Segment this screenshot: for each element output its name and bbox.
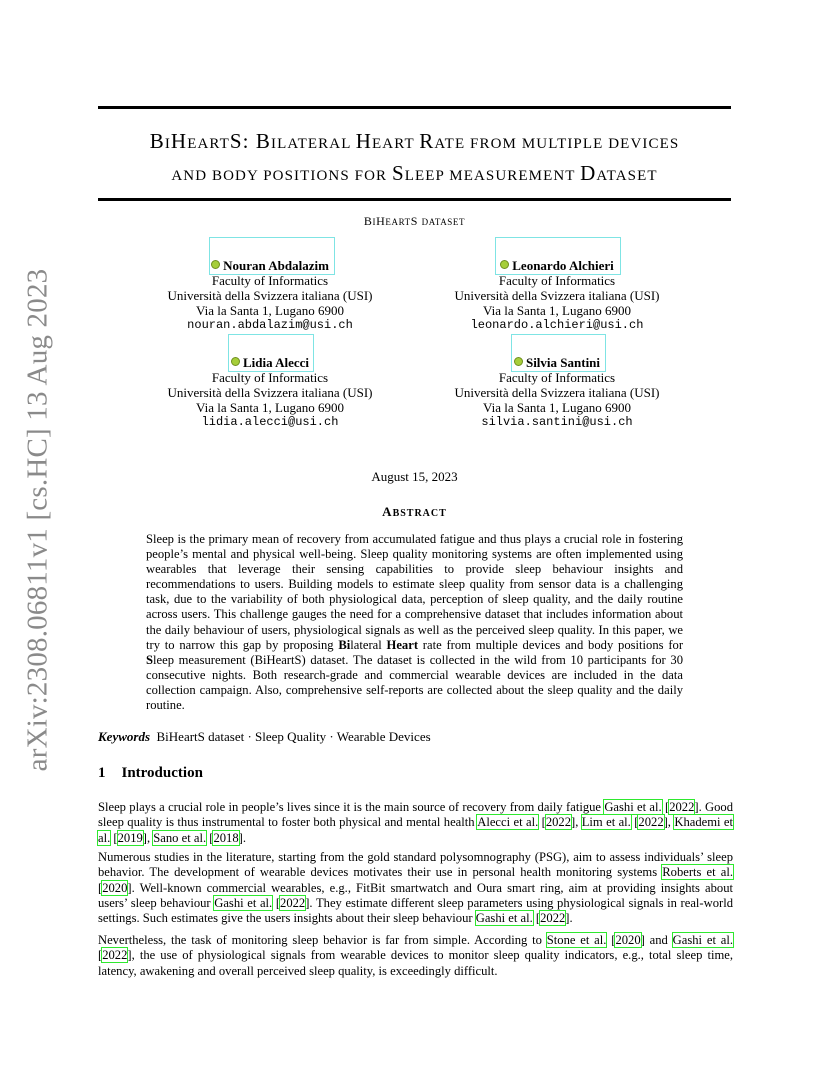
author-email[interactable]: silvia.santini@usi.ch (481, 415, 633, 429)
author-university: Università della Svizzera italiana (USI) (454, 385, 660, 400)
orcid-icon[interactable] (211, 260, 220, 269)
author-block (407, 258, 707, 333)
author-address: Via la Santa 1, Lugano 6900 (196, 400, 344, 415)
abstract-body: Sleep is the primary mean of recovery from accumulated fatigue and thus plays a crucial role in fostering people’s mental and physical well-being. Sleep quality monitoring systems are often implemented using wearables that leverage their sensing capabilities to provide sleep behaviour insights and recommendations to users. Building models to estimate sleep quality from sensor data is a challenging task, due to the variability of both physiological data, perception of sleep quality, and the daily routine across users. This challenge gauges the need for a comprehensive dataset that includes information about the daily behaviour of users, physiological signals as well as the perceived sleep quality. In this paper, we try to narrow this gap by proposing Bilateral Heart rate from multiple devices and body positions for Sleep measurement (BiHeartS) dataset. The dataset is collected in the wild from 10 participants for 30 consecutive nights. Both research-grade and commercial wearable devices are included in the data collection campaign. Also, comprehensive self-reports are collected about the sleep quality and the daily routine. (146, 532, 684, 713)
author-affiliation: Faculty of Informatics (498, 273, 616, 288)
small-caps-text: BSTRACT (392, 508, 447, 519)
citation-link[interactable]: Roberts et al. (662, 865, 733, 880)
small-caps-text: LEEP MEASUREMENT (404, 168, 581, 184)
citation-link[interactable]: 2020 (102, 880, 128, 895)
section-title: Introduction (121, 765, 203, 781)
author-name-link[interactable]: Nouran Abdalazim (211, 258, 329, 273)
citation-link[interactable]: Gashi et al. (214, 895, 273, 910)
small-caps-text: EART (187, 136, 230, 152)
arxiv-side-stamp (0, 0, 70, 1072)
citation-link[interactable]: 2020 (615, 933, 641, 947)
author-affiliation: Faculty of Informatics (211, 370, 329, 385)
citation-link[interactable]: 2022 (545, 815, 571, 830)
bold-text: Bi (338, 637, 351, 652)
arxiv-identifier: arXiv:2308.06811v1 [cs.HC] 13 Aug 2023 (21, 268, 54, 772)
title-line-1: BIHEARTS: BILATERAL HEART RATE FROM MULTIPLE DEVICES (149, 129, 680, 153)
abstract-heading: ABSTRACT (382, 504, 447, 519)
citation-link[interactable]: Gashi et al. (475, 911, 533, 926)
author-email[interactable]: nouran.abdalazim@usi.ch (187, 318, 353, 332)
orcid-icon[interactable] (231, 357, 240, 366)
citation-link[interactable]: Alecci et al. (477, 815, 539, 830)
citation-link[interactable]: Sano et al. (153, 830, 207, 845)
intro-paragraph-2: Numerous studies in the literature, starting from the gold standard polysomnography (PSG), aim to assess individuals’ sleep behavior. The development of wearable devices motivates their use in personal health monitoring systems Roberts et al. [2020]. Well-known commercial wearables, e.g., FitBit smartwatch and Oura smart ring, aim at providing insights about users’ sleep behaviour Gashi et al. [2022]. They estimate different sleep parameters using physiological signals in real-world settings. Such estimates give the users insights about their sleep behaviour Gashi et al. [2022]. (98, 850, 733, 926)
small-caps-text: EART (372, 136, 420, 152)
author-university: Università della Svizzera italiana (USI) (167, 385, 373, 400)
citation-link[interactable]: 2022 (638, 815, 664, 830)
top-rule (98, 106, 731, 109)
orcid-icon[interactable] (514, 357, 523, 366)
small-caps-text: ILATERAL (271, 136, 356, 152)
citation-link[interactable]: Khademi et al. (98, 815, 733, 845)
citation-link[interactable]: 2022 (280, 895, 306, 910)
citation-link[interactable]: Stone et al. (546, 933, 607, 947)
keywords-line (98, 729, 431, 745)
small-caps-text: ATE FROM MULTIPLE DEVICES (434, 136, 680, 152)
author-email[interactable]: leonardo.alchieri@usi.ch (470, 318, 644, 332)
author-university: Università della Svizzera italiana (USI) (454, 288, 660, 303)
author-name-link[interactable]: Lidia Alecci (231, 355, 309, 370)
small-caps-text: DATASET (421, 217, 466, 227)
author-affiliation: Faculty of Informatics (498, 370, 616, 385)
author-university: Università della Svizzera italiana (USI) (167, 288, 373, 303)
author-address: Via la Santa 1, Lugano 6900 (483, 303, 631, 318)
small-caps-text: ATASET (596, 168, 658, 184)
section-number: 1 (98, 765, 106, 781)
citation-link[interactable]: 2022 (102, 948, 128, 963)
running-head: BIHEARTS DATASET (363, 214, 466, 228)
citation-link[interactable]: Gashi et al. (672, 933, 734, 947)
author-address: Via la Santa 1, Lugano 6900 (196, 303, 344, 318)
intro-paragraph-1: Sleep plays a crucial role in people’s lives since it is the main source of recovery from daily fatigue Gashi et al. [2022]. Good sleep quality is thus instrumental to foster both physical and mental health Alecci et al. [2022], Lim et al. [2022], Khademi et al. [2019], Sano et al. [2018]. (98, 800, 734, 845)
citation-link[interactable]: 2019 (117, 830, 143, 845)
bold-text: S (146, 652, 154, 667)
bold-text: Heart (386, 637, 419, 652)
author-affiliation: Faculty of Informatics (211, 273, 329, 288)
keywords-label: Keywords (98, 729, 150, 744)
author-email[interactable]: lidia.alecci@usi.ch (201, 415, 339, 429)
citation-link[interactable]: 2022 (540, 911, 566, 926)
orcid-icon[interactable] (500, 260, 509, 269)
keywords-text: BiHeartS dataset · Sleep Quality · Wearable Devices (156, 729, 431, 744)
small-caps-text: EART (385, 217, 411, 227)
bottom-title-rule (98, 198, 731, 201)
author-name-link[interactable]: Leonardo Alchieri (500, 258, 613, 273)
author-block (120, 258, 420, 333)
section-heading (98, 765, 203, 782)
author-address: Via la Santa 1, Lugano 6900 (483, 400, 631, 415)
intro-paragraph-3: Nevertheless, the task of monitoring sleep behavior is far from simple. According to Stone et al. [2020] and Gashi et al. [2022], the use of physiological signals from wearable devices to monitor sleep quality indicators, e.g., total sleep time, latency, awakening and overall perceived sleep quality, is exceedingly difficult. (98, 933, 734, 978)
publication-date: August 15, 2023 (371, 469, 458, 484)
citation-link[interactable]: Lim et al. (581, 815, 631, 830)
citation-link[interactable]: 2022 (669, 800, 695, 814)
author-name-link[interactable]: Silvia Santini (514, 355, 600, 370)
author-block (407, 355, 707, 430)
citation-link[interactable]: 2018 (213, 830, 239, 845)
small-caps-text: AND BODY POSITIONS FOR (171, 168, 392, 184)
small-caps-text: I (164, 136, 171, 152)
small-caps-text: I (372, 217, 377, 227)
author-block (120, 355, 420, 430)
title-line-2: AND BODY POSITIONS FOR SLEEP MEASUREMENT DATASET (171, 161, 658, 185)
citation-link[interactable]: Gashi et al. (604, 800, 662, 814)
paper-title (98, 127, 731, 191)
